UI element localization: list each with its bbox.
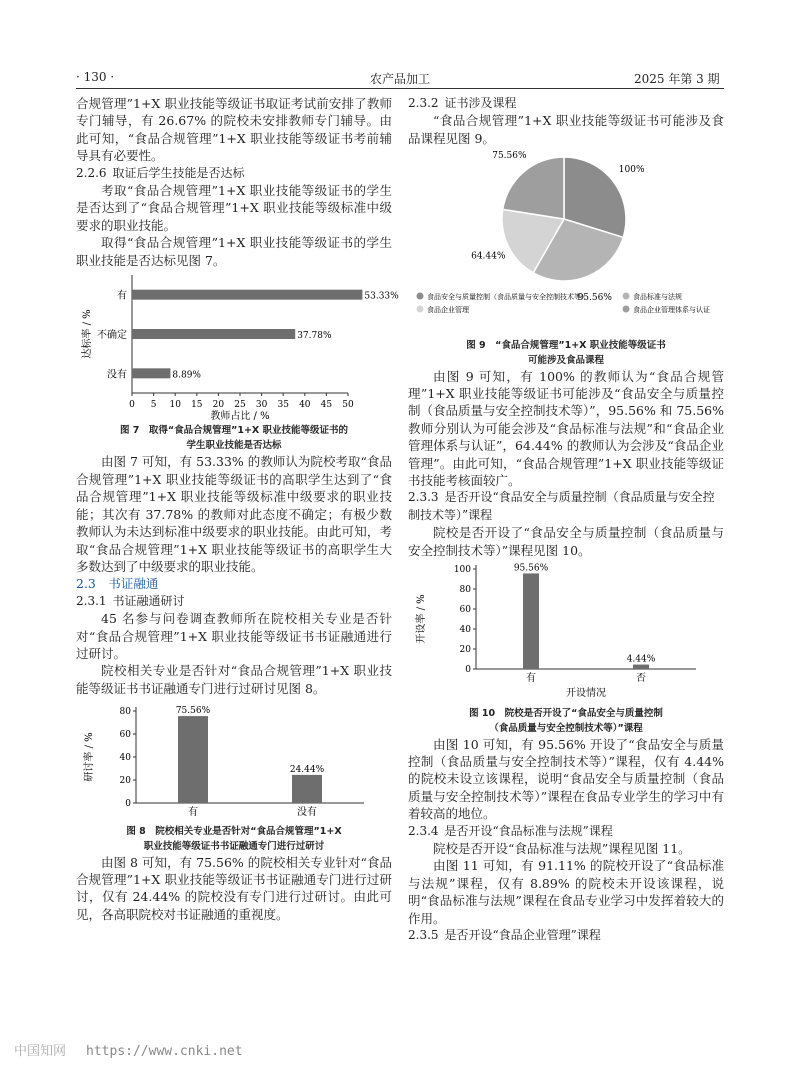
paragraph: 由图 7 可知，有 53.33% 的教师认为院校考取“食品合规管理”1+X 职业技能等级证书的高职学生达到了“食品合规管理”1+X 职业技能等级标准中级要求的职业技能；其次有 37.78% 的教师对此态度不确定；有极少数教师认为未达到标准中级要求的职业技能。由此可知，考取“食品合规管理”1+X 职业技能等级证书的高职学生大多数达到了中级要求的职业技能。 — [76, 454, 392, 574]
bar — [132, 368, 170, 378]
x-axis-title: 教师占比 / % — [210, 411, 270, 423]
data-label: 95.56% — [577, 293, 612, 304]
bar — [132, 329, 295, 339]
paragraph: 由图 9 可知，有 100% 的教师认为“食品合规管理”1+X 职业技能等级证书可能涉及“食品安全与质量控制（食品质量与安全控制技术等）”，95.56% 和 75.56% 教师分别认为可能会涉及“食品标准与法规”和“食品企业管理体系与认证”，64.44% 的教师认为会涉及“食品企业管理”。由此可知，“食品合规管理”1+X 职业技能等级证书技能考核面较广。 — [408, 368, 724, 489]
paragraph: 取得“食品合规管理”1+X 职业技能等级证书的学生职业技能是否达标见图 7。 — [76, 235, 392, 268]
y-axis-title: 研讨率 / % — [84, 732, 95, 782]
figure-10-caption-line1: 图 10 院校是否开设了“食品安全与质量控制 — [469, 707, 663, 719]
category-label: 有 — [188, 807, 198, 819]
data-label: 100% — [618, 165, 645, 176]
bar — [633, 665, 649, 669]
data-label: 95.56% — [513, 563, 549, 574]
data-label: 75.56% — [175, 706, 211, 717]
section-heading-2-3-4: 2.3.4 是否开设“食品标准与法规”课程 — [408, 823, 613, 838]
x-tick-label: 45 — [320, 400, 333, 411]
figure-8-caption-line2: 职业技能等级证书书证融通专门进行过研讨 — [143, 840, 325, 852]
paragraph: 由图 11 可知，有 91.11% 的院校开设了“食品标准与法规”课程，仅有 8.89% 的院校未开设该课程，说明“食品标准与法规”课程在食品专业学习中发挥着较大的作用。 — [408, 858, 724, 926]
y-tick-label: 0 — [465, 665, 471, 676]
section-heading-2-3: 2.3 书证融通 — [76, 576, 159, 592]
y-axis-title: 开设率 / % — [416, 594, 427, 644]
legend-marker — [623, 306, 630, 313]
section-heading-2-3-3: 2.3.3 是否开设“食品安全与质量控制（食品质量与安全控制技术等）”课程 — [408, 490, 715, 522]
figure-10-caption-line2: （食品质量与安全控制技术等）”课程 — [489, 722, 643, 734]
legend-label: 食品标准与法规 — [633, 293, 682, 302]
figure-8-chart — [76, 697, 392, 819]
x-tick-label: 35 — [277, 400, 289, 411]
section-heading-2-3-5: 2.3.5 是否开设“食品企业管理”课程 — [408, 927, 601, 942]
x-tick-label: 15 — [191, 400, 203, 411]
legend-marker — [623, 293, 630, 300]
legend-label: 食品安全与质量控制（食品质量与安全控制技术等） — [427, 293, 588, 302]
data-label: 64.44% — [471, 251, 506, 262]
figure-9-chart — [408, 147, 724, 333]
x-tick-label: 40 — [299, 400, 311, 411]
paragraph: 45 名参与问卷调查教师所在院校相关专业是否针对“食品合规管理”1+X 职业技能等级证书书证融通进行过研讨。 — [76, 611, 392, 661]
y-tick-label: 60 — [459, 605, 471, 616]
category-label: 有 — [526, 673, 536, 685]
y-tick-label: 60 — [119, 730, 131, 741]
figure-7-caption-line2: 学生职业技能是否达标 — [186, 440, 282, 452]
legend-label: 食品企业管理体系与认证 — [633, 306, 710, 315]
x-tick-label: 25 — [234, 400, 246, 411]
figure-9-caption-line2: 可能涉及食品课程 — [527, 354, 604, 366]
figure-8 — [76, 697, 392, 853]
y-tick-label: 20 — [119, 776, 131, 787]
data-label: 24.44% — [289, 765, 325, 776]
right-column — [408, 95, 724, 944]
paragraph: 院校是否开设了“食品安全与质量控制（食品质量与安全控制技术等）”课程见图 10。 — [408, 525, 724, 558]
category-label: 否 — [636, 673, 646, 685]
x-tick-label: 20 — [212, 400, 225, 411]
category-label: 没有 — [297, 807, 317, 819]
figure-9 — [408, 147, 724, 367]
y-tick-label: 80 — [459, 585, 471, 596]
figure-8-caption-line1: 图 8 院校相关专业是否针对“食品合规管理”1+X — [126, 825, 342, 837]
figure-10-chart — [408, 559, 724, 701]
legend-marker — [417, 306, 424, 313]
paragraph: 院校是否开设“食品标准与法规”课程见图 11。 — [433, 840, 691, 856]
cnki-url[interactable]: https://www.cnki.net — [86, 1044, 243, 1059]
page-number: · 130 · — [76, 70, 115, 84]
issue-label: 2025 年第 3 期 — [634, 72, 720, 86]
page-header — [0, 0, 800, 90]
data-label: 4.44% — [626, 654, 656, 665]
x-axis-title: 开设情况 — [566, 688, 606, 700]
paragraph: “食品合规管理”1+X 职业技能等级证书可能涉及食品课程见图 9。 — [408, 113, 724, 146]
bar — [178, 716, 208, 803]
bar — [132, 290, 362, 300]
paragraph: 院校相关专业是否针对“食品合规管理”1+X 职业技能等级证书书证融通专门进行过研讨见图 8。 — [76, 663, 392, 696]
section-heading-2-2-6: 2.2.6 取证后学生技能是否达标 — [76, 165, 245, 180]
data-label: 8.89% — [172, 370, 201, 381]
footer-watermark — [14, 1040, 243, 1059]
data-label: 53.33% — [364, 291, 399, 302]
y-tick-label: 0 — [125, 799, 131, 810]
y-tick-label: 100 — [453, 565, 471, 576]
left-column — [76, 95, 399, 923]
y-tick-label: 20 — [459, 645, 471, 656]
journal-name: 农产品加工 — [370, 72, 431, 86]
category-label: 没有 — [107, 369, 127, 381]
cnki-logo-text: 中国知网 — [14, 1044, 67, 1059]
x-tick-label: 30 — [255, 400, 268, 411]
section-heading-2-3-1: 2.3.1 书证融通研讨 — [76, 593, 185, 608]
section-heading-2-3-2: 2.3.2 证书涉及课程 — [408, 96, 517, 110]
paragraph: 考取“食品合规管理”1+X 职业技能等级证书的学生是否达到了“食品合规管理”1+X 职业技能等级标准中级要求的职业技能。 — [76, 183, 392, 233]
bar — [523, 574, 539, 670]
legend-label: 食品企业管理 — [427, 306, 469, 315]
y-tick-label: 80 — [119, 707, 131, 718]
figure-10 — [408, 559, 724, 735]
x-tick-label: 0 — [129, 400, 135, 411]
data-label: 75.56% — [492, 151, 527, 162]
x-tick-label: 5 — [150, 400, 157, 411]
bar — [292, 775, 322, 803]
y-tick-label: 40 — [459, 625, 471, 636]
figure-7 — [76, 269, 399, 453]
y-axis-title: 达标率 / % — [82, 309, 93, 359]
paragraph: 由图 10 可知，有 95.56% 开设了“食品安全与质量控制（食品质量与安全控制技术等）”课程，仅有 4.44% 的院校未设立该课程，说明“食品安全与质量控制（食品质量与安全控制技术等）”课程在食品专业学生的学习中有着较高的地位。 — [408, 736, 724, 822]
figure-9-caption-line1: 图 9 “食品合规管理”1+X 职业技能等级证书 — [466, 339, 666, 351]
category-label: 有 — [117, 290, 127, 302]
x-tick-label: 50 — [342, 400, 354, 411]
paragraph: 合规管理”1+X 职业技能等级证书取证考试前安排了教师专门辅导，有 26.67% 的院校未安排教师专门辅导。由此可知，“食品合规管理”1+X 职业技能等级证书考前辅导具有必要性。 — [76, 96, 392, 164]
figure-7-caption-line1: 图 7 取得“食品合规管理”1+X 职业技能等级证书的 — [119, 425, 349, 437]
figure-7-chart — [76, 269, 399, 423]
legend-marker — [417, 293, 424, 300]
x-tick-label: 10 — [169, 400, 181, 411]
data-label: 37.78% — [297, 331, 332, 342]
category-label: 不确定 — [97, 330, 127, 342]
pie-slice — [503, 157, 564, 219]
y-tick-label: 40 — [119, 753, 131, 764]
paragraph: 由图 8 可知，有 75.56% 的院校相关专业针对“食品合规管理”1+X 职业技能等级证书书证融通专门进行过研讨，仅有 24.44% 的院校没有专门进行过研讨。由此可见，各高职院校对书证融通的重视度。 — [76, 854, 392, 922]
header-rule — [76, 88, 724, 89]
